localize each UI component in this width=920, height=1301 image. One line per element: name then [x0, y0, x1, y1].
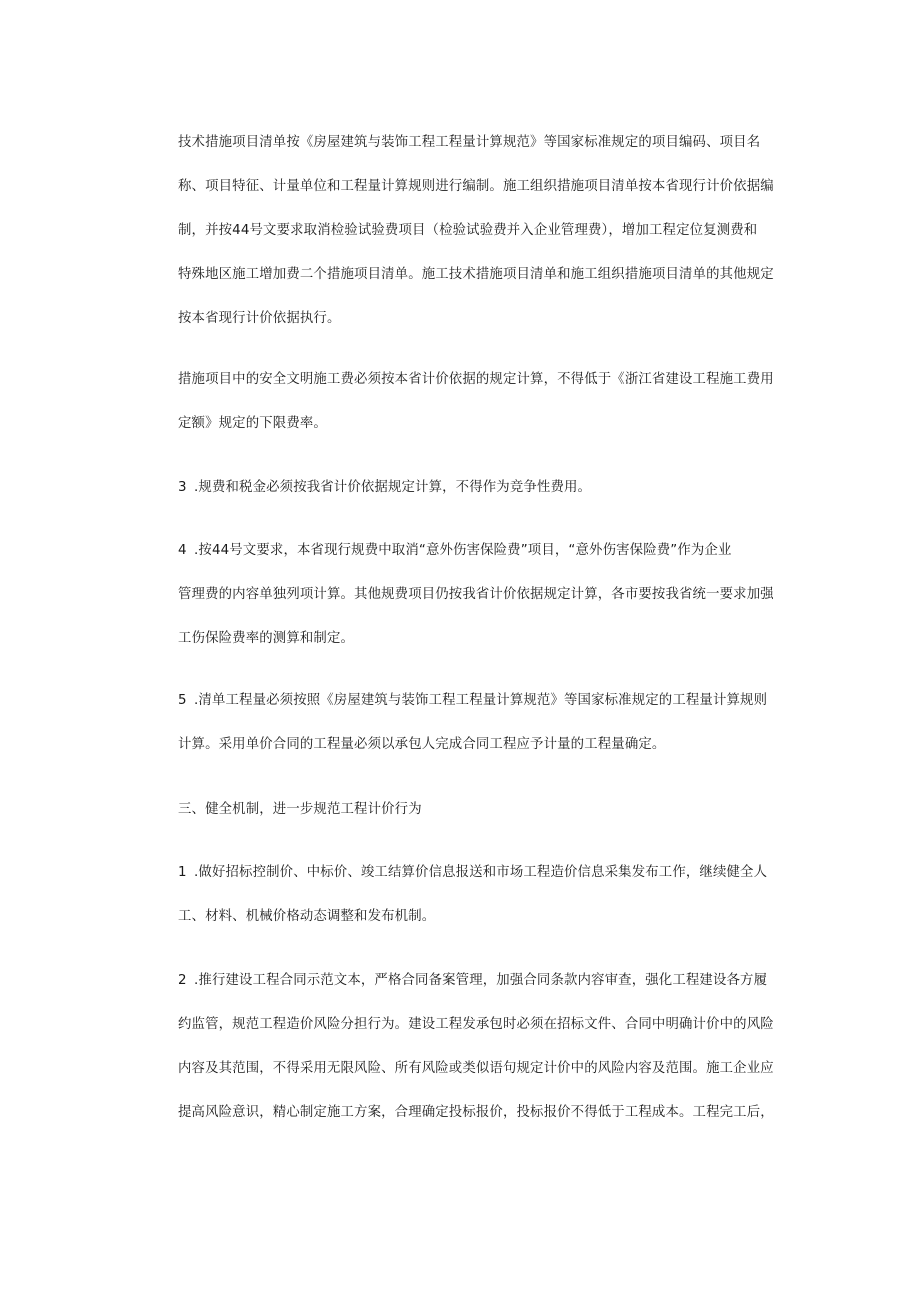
- list-item-1: [178, 858, 768, 931]
- text-line: 称、项目特征、计量单位和工程量计算规则进行编制。施工组织措施项目清单按本省现行计价依据编: [178, 179, 774, 194]
- text-line: 工伤保险费率的测算和制定。: [178, 631, 355, 646]
- list-number: 4: [178, 543, 187, 558]
- list-item-5: [178, 686, 768, 759]
- list-item-2: [178, 966, 774, 1127]
- text-line: 提高风险意识，精心制定施工方案，合理确定投标报价，投标报价不得低于工程成本。工程完工后，: [178, 1105, 774, 1120]
- section-heading: [178, 795, 764, 824]
- text-line: .清单工程量必须按照《房屋建筑与装饰工程工程量计算规范》等国家标准规定的工程量计算规则: [194, 693, 768, 708]
- text-line: 按本省现行计价依据执行。: [178, 311, 341, 326]
- text-line: 定额》规定的下限费率。: [178, 416, 327, 431]
- text-line: 制，并按44号文要求取消检验试验费项目（检验试验费并入企业管理费），增加工程定位复测费和: [178, 223, 758, 238]
- text-line: 特殊地区施工增加费二个措施项目清单。施工技术措施项目清单和施工组织措施项目清单的其他规定: [178, 267, 774, 282]
- text-line: 内容及其范围，不得采用无限风险、所有风险或类似语句规定计价中的风险内容及范围。施工企业应: [178, 1061, 774, 1076]
- text-line: 管理费的内容单独列项计算。其他规费项目仍按我省计价依据规定计算，各市要按我省统一要求加强: [178, 587, 774, 602]
- text-line: 措施项目中的安全文明施工费必须按本省计价依据的规定计算，不得低于《浙江省建设工程施工费用: [178, 372, 774, 387]
- text-line: .按44号文要求，本省现行规费中取消“意外伤害保险费”项目，“意外伤害保险费”作为企业: [194, 543, 732, 558]
- text-line: 计算。采用单价合同的工程量必须以承包人完成合同工程应予计量的工程量确定。: [178, 737, 666, 752]
- text-line: .规费和税金必须按我省计价依据规定计算，不得作为竞争性费用。: [194, 480, 592, 495]
- text-line: .推行建设工程合同示范文本，严格合同备案管理，加强合同条款内容审查，强化工程建设各方履: [194, 973, 768, 988]
- text-line: 工、材料、机械价格动态调整和发布机制。: [178, 909, 436, 924]
- text-line: .做好招标控制价、中标价、竣工结算价信息报送和市场工程造价信息采集发布工作，继续健全人: [194, 865, 768, 880]
- heading-text: 三、健全机制，进一步规范工程计价行为: [178, 802, 422, 817]
- list-number: 1: [178, 865, 187, 880]
- list-number: 2: [178, 973, 187, 988]
- text-line: 技术措施项目清单按《房屋建筑与装饰工程工程量计算规范》等国家标准规定的项目编码、项目名: [178, 135, 761, 150]
- list-number: 3: [178, 480, 187, 495]
- paragraph-safety-fees: [178, 365, 774, 438]
- list-item-3: [178, 473, 764, 502]
- paragraph-technical-measures: [178, 128, 774, 333]
- list-item-4: [178, 536, 774, 653]
- list-number: 5: [178, 693, 187, 708]
- text-line: 约监管，规范工程造价风险分担行为。建设工程发承包时必须在招标文件、合同中明确计价中的风险: [178, 1017, 774, 1032]
